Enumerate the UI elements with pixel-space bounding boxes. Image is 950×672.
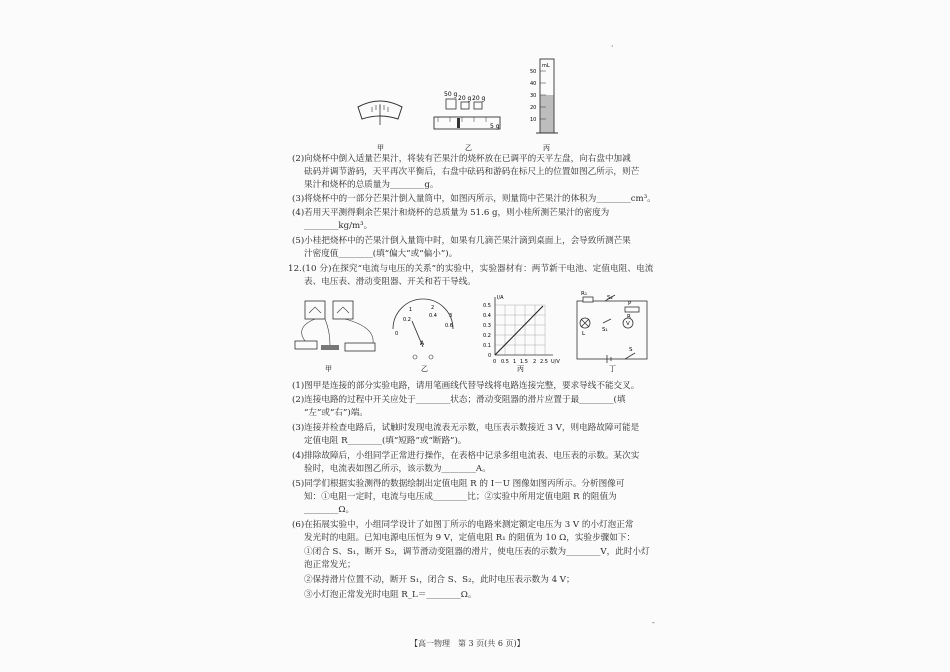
cylinder-tick-30: 30	[530, 93, 537, 99]
ammeter-label-04: 0.4	[429, 313, 437, 319]
caption-yi-mid: 乙	[421, 365, 428, 373]
ammeter-figure	[393, 299, 453, 373]
top-figures	[350, 55, 600, 155]
q12-step2: ②保持滑片位置不动，断开 S₁，闭合 S、S₂，此时电压表示数为 4 V；	[304, 575, 575, 585]
ammeter-unit: A	[420, 340, 425, 347]
caption-bing-top: 丙	[543, 144, 550, 152]
circuit-p: P	[628, 301, 632, 307]
graph-xtick-2: 2	[533, 359, 537, 365]
graph-ytick-05: 0.5	[483, 303, 491, 309]
caption-ding-mid: 丁	[609, 365, 616, 373]
graph-ytick-01: 0.1	[483, 343, 491, 349]
q12-step1-line2: 泡正常发光；	[304, 560, 356, 570]
q11-p5-line1: (5)小桂把烧杯中的芒果汁倒入量筒中时，如果有几滴芒果汁滴到桌面上，会导致所测芒果	[292, 236, 631, 246]
q12-p2-line1: (2)连接电路的过程中开关应处于________状态；滑动变阻器的滑片应置于最________(填	[292, 395, 626, 405]
circuit-v: V	[626, 321, 630, 327]
caption-jia-top: 甲	[377, 144, 384, 152]
ammeter-label-0: 0	[395, 331, 399, 337]
q12-p2-line2: “左”或“右”)端。	[304, 408, 368, 418]
graph-xtick-25: 2.5	[540, 359, 548, 365]
stray-mark: ·	[611, 42, 614, 51]
ammeter-label-2: 2	[431, 305, 435, 311]
q12-p5-line1: (5)同学们根据实验测得的数据绘制出定值电阻 R 的 I－U 图像如图丙所示。分析图像可	[292, 479, 625, 489]
q12-p1: (1)图甲是连接的部分实验电路，请用笔画线代替导线将电路连接完整，要求导线不能交叉。	[292, 381, 640, 391]
iu-data-line	[495, 306, 543, 355]
scale-end-label: 5 g	[490, 123, 500, 130]
circuit-l: L	[582, 331, 586, 337]
graph-xtick-0: 0	[493, 359, 497, 365]
graph-ytick-02: 0.2	[483, 333, 491, 339]
circuit-s2: S₂	[607, 295, 613, 301]
graph-xtick-15: 1.5	[520, 359, 528, 365]
q12-p5-line2: 知：①电阻一定时，电流与电压成________比；②实验中所用定值电阻 R 的阻值为	[304, 492, 617, 502]
q12-p4-line1: (4)排除故障后，小组同学正常进行操作，在表格中记录多组电流表、电压表的示数。某次实	[292, 451, 640, 461]
cylinder-tick-40: 40	[530, 81, 537, 87]
cylinder-tick-50: 50	[530, 69, 537, 75]
q11-p2-line3: 果汁和烧杯的总质量为________g。	[304, 180, 439, 190]
balance-dial-figure	[358, 101, 402, 125]
weight-label-3: 20 g	[472, 95, 486, 102]
caption-yi-top: 乙	[465, 144, 472, 152]
cylinder-tick-10: 10	[530, 117, 537, 123]
q12-p3-line1: (3)连接并检查电路后，试触时发现电流表无示数，电压表示数接近 3 V，则电路故障可能是	[292, 423, 640, 433]
q12-stem-line2: 表、电压表、滑动变阻器、开关和若干导线。	[304, 277, 476, 287]
cylinder-tick-20: 20	[530, 105, 537, 111]
q12-step1-line1: ①闭合 S、S₁，断开 S₂，调节滑动变阻器的滑片，使电压表的示数为________V，此时小灯	[304, 547, 650, 557]
q12-step3: ③小灯泡正常发光时电阻 R_L＝________Ω。	[304, 590, 477, 600]
graph-xtick-05: 0.5	[501, 359, 509, 365]
apparatus-figure	[295, 301, 375, 373]
q11-p5-line2: 汁密度值________(填“偏大”或“偏小”)。	[304, 249, 458, 259]
q12-p4-line2: 验时，电流表如图乙所示，该示数为________A。	[304, 464, 491, 474]
corner-mark: -	[652, 618, 655, 627]
q11-p2-line2: 砝码并调节游码，天平再次平衡后，右盘中砝码和游码在标尺上的位置如图乙所示，则芒	[304, 167, 640, 177]
q11-p2-line1: (2)向烧杯中倒入适量芒果汁，将装有芒果汁的烧杯放在已调平的天平左盘，向右盘中加减	[292, 154, 631, 164]
ammeter-label-06: 0.6	[445, 323, 453, 329]
circuit-s1: S₁	[602, 327, 608, 333]
graph-ytick-0: 0	[488, 353, 492, 359]
q12-p6-line2: 发光时的电阻。已知电源电压恒为 9 V，定值电阻 R₁ 的阻值为 10 Ω，实验步骤如下：	[304, 533, 636, 543]
ammeter-label-1: 1	[409, 307, 413, 313]
graph-xlabel: U/V	[551, 359, 560, 365]
graph-xtick-1: 1	[513, 359, 517, 365]
circuit-s: S	[629, 347, 633, 353]
caption-jia-mid: 甲	[325, 365, 332, 373]
weights-scale-figure	[434, 91, 500, 130]
graduated-cylinder-figure	[530, 59, 558, 133]
caption-bing-mid: 丙	[517, 365, 524, 373]
q11-p4-line2: ________kg/m³。	[304, 221, 373, 231]
q12-stem-line1: 12.(10 分)在探究“电流与电压的关系”的实验中，实验器材有：两节新干电池、定值电阻、电流	[288, 264, 654, 274]
circuit-figure	[577, 295, 647, 363]
q11-p3: (3)将烧杯中的一部分芒果汁倒入量筒中，如图丙所示，则量筒中芒果汁的体积为________cm³。	[292, 194, 656, 204]
q12-figures	[285, 287, 670, 377]
ammeter-label-02: 0.2	[403, 317, 411, 323]
circuit-r1: R₁	[581, 291, 588, 297]
q12-p5-line3: ________Ω。	[304, 505, 355, 515]
graph-ytick-04: 0.4	[483, 313, 491, 319]
iu-graph-figure	[483, 295, 560, 373]
ammeter-label-3: 3	[449, 313, 453, 319]
circuit-rx: R	[627, 314, 631, 320]
q12-p6-line1: (6)在拓展实验中，小组同学设计了如图丁所示的电路来测定额定电压为 3 V 的小灯泡正常	[292, 520, 634, 530]
graph-ylabel: I/A	[497, 295, 504, 301]
weight-label-1: 50 g	[444, 91, 458, 98]
q11-p4-line1: (4)若用天平测得剩余芒果汁和烧杯的总质量为 51.6 g，则小桂所测芒果汁的密度为	[292, 208, 610, 218]
page-footer: 【高一物理 第 3 页(共 6 页)】	[410, 639, 525, 648]
q12-p3-line2: 定值电阻 R________(填“短路”或“断路”)。	[304, 436, 467, 446]
graph-ytick-03: 0.3	[483, 323, 491, 329]
weight-label-2: 20 g	[458, 95, 472, 102]
cylinder-unit: mL	[542, 63, 550, 69]
